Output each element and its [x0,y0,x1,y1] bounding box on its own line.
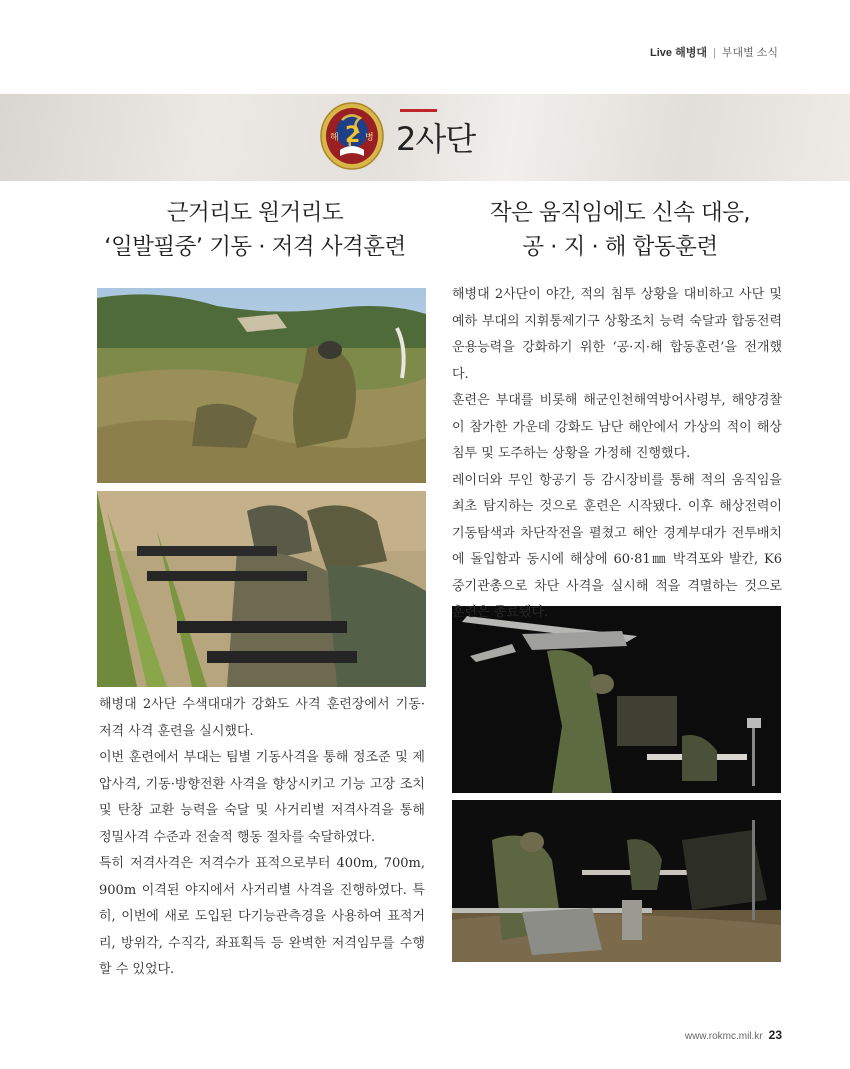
article-2-paragraph: 훈련은 부대를 비롯해 해군인천해역방어사령부, 해양경찰이 참가한 가운데 강화도 남단 해안에서 가상의 적이 해상침투 및 도주하는 상황을 가정해 진행했다. [452,393,782,461]
svg-text:2: 2 [345,123,361,148]
division-emblem [320,102,384,170]
article-2-title [440,196,800,264]
article-1-title [80,196,430,264]
division-title: 2사단 [396,120,476,158]
running-header [650,44,778,60]
page-number: 23 [768,1028,782,1042]
article-2-title-line2: 공 · 지 · 해 합동훈련 [522,234,718,260]
article-1-title-line2: ‘일발필중’ 기동 · 저격 사격훈련 [104,234,406,260]
page-footer [685,1026,782,1044]
header-separator: | [712,47,716,59]
article-1-paragraph: 이번 훈련에서 부대는 팀별 기동사격을 통해 정조준 및 제압사격, 기동·방향전환 사격을 향상시키고 기능 고장 조치 및 탄창 교환 능력을 숙달 및 사거리별 저격사격을 통해 정밀사격 수준과 전술적 행동 절차를 숙달하였다. [99,750,425,845]
article-1-body [99,692,425,984]
photo-drone-ground [452,800,781,962]
header-section: Live 해병대 [650,47,707,59]
article-1-title-line1: 근거리도 원거리도 [166,200,344,226]
svg-text:병: 병 [365,133,374,143]
title-accent-bar [400,109,437,112]
photo-drone-launch [452,606,781,793]
photo-sniper-ghillie [97,288,426,483]
article-2-body [452,282,782,627]
photo-riflemen-aiming [97,491,426,687]
article-1-paragraph: 특히 저격사격은 저격수가 표적으로부터 400m, 700m, 900m 이격된 야지에서 사거리별 사격을 진행하였다. 특히, 이번에 새로 도입된 다기능관측경을 사용하여 표적거리, 방위각, 수직각, 좌표획득 등 완벽한 저격임무를 수행할 수 있었다. [99,856,425,977]
article-2-paragraph: 레이더와 무인 항공기 등 감시장비를 통해 적의 움직임을 최초 탐지하는 것으로 훈련은 시작됐다. 이후 해상전력이 기동탐색과 차단작전을 펼쳤고 해안 경계부대가 전투배치에 돌입함과 동시에 해상에 60·81㎜ 박격포와 발칸, K6 중기관총으로 차단 사격을 실시해 적을 격멸하는 것으로 훈련은 종료됐다. [452,472,782,620]
article-2-paragraph: 해병대 2사단이 야간, 적의 침투 상황을 대비하고 사단 및 예하 부대의 지휘통제기구 상황조치 능력 숙달과 합동전력 운용능력을 강화하기 위한 ‘공·지·해 합동훈련’을 전개했다. [452,287,782,382]
article-2-title-line1: 작은 움직임에도 신속 대응, [489,200,751,226]
svg-text:해: 해 [330,133,339,143]
header-subsection: 부대별 소식 [721,47,778,59]
footer-url: www.rokmc.mil.kr [684,1031,763,1042]
article-1-paragraph: 해병대 2사단 수색대대가 강화도 사격 훈련장에서 기동·저격 사격 훈련을 실시했다. [99,697,425,739]
